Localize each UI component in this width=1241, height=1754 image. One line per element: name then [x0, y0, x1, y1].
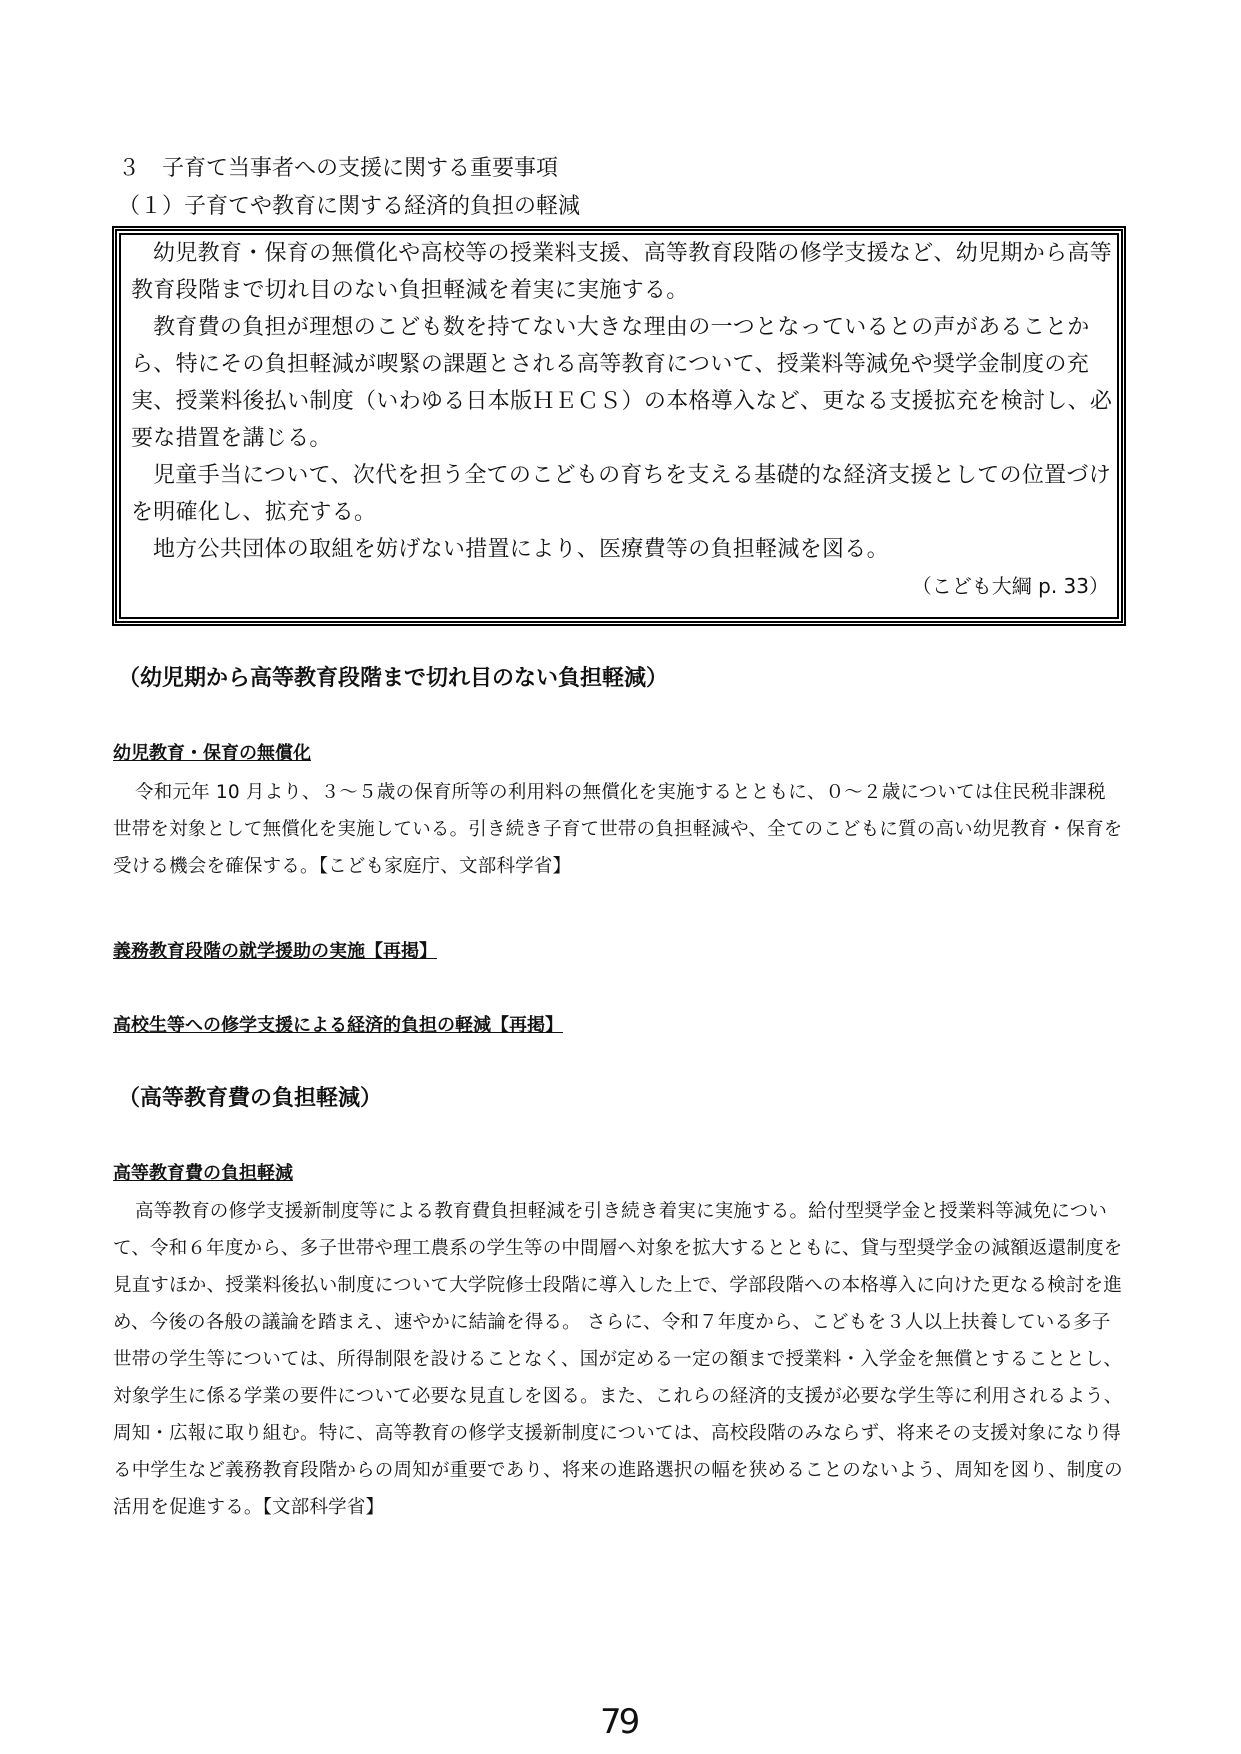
box-paragraph: 児童手当について、次代を担う全てのこどもの育ちを支える基礎的な経済支援としての位置づけを明確化し、拡充する。	[131, 463, 1112, 525]
item-heading: 高等教育費の負担軽減	[113, 1163, 293, 1184]
box-paragraph: 地方公共団体の取組を妨げない措置により、医療費等の負担軽減を図る。	[153, 537, 889, 562]
item-heading: 高校生等への修学支援による経済的負担の軽減【再掲】	[113, 1015, 563, 1036]
group-heading: （幼児期から高等教育段階まで切れ目のない負担軽減）	[118, 666, 669, 691]
item-heading: 幼児教育・保育の無償化	[113, 743, 311, 764]
box-paragraph: 幼児教育・保育の無償化や高校等の授業料支援、高等教育段階の修学支援など、幼児期から高等教育段階まで切れ目のない負担軽減を着実に実施する。	[131, 241, 1112, 303]
section-title: ３ 子育て当事者への支援に関する重要事項	[118, 156, 559, 181]
item-body: 令和元年 10 月より、３～５歳の保育所等の利用料の無償化を実施するとともに、０～２歳については住民税非課税世帯を対象として無償化を実施している。引き続き子育て世帯の負担軽減や、全てのこどもに質の高い幼児教育・保育を受ける機会を確保する。【こども家庭庁、文部科学省】	[113, 782, 1123, 877]
item-heading: 義務教育段階の就学援助の実施【再掲】	[113, 941, 437, 962]
subsection-title: （１）子育てや教育に関する経済的負担の軽減	[118, 194, 581, 219]
outline-quote-box	[112, 226, 1126, 626]
box-paragraph: 教育費の負担が理想のこども数を持てない大きな理由の一つとなっているとの声があることから、特にその負担軽減が喫緊の課題とされる高等教育について、授業料等減免や奨学金制度の充実、授業料後払い制度（いわゆる日本版ＨＥＣＳ）の本格導入など、更なる支援拡充を検討し、必要な措置を講じる。	[131, 315, 1113, 451]
page-number: 79	[600, 1702, 638, 1742]
group-heading: （高等教育費の負担軽減）	[118, 1086, 383, 1111]
item-body: 高等教育の修学支援新制度等による教育費負担軽減を引き続き着実に実施する。給付型奨学金と授業料等減免について、令和６年度から、多子世帯や理工農系の学生等の中間層へ対象を拡大するとともに、貸与型奨学金の減額返還制度を見直すほか、授業料後払い制度について大学院修士段階に導入した上で、学部段階への本格導入に向けた更なる検討を進め、今後の各般の議論を踏まえ、速やかに結論を得る。 さらに、令和７年度から、こどもを３人以上扶養している多子世帯の学生等については、所得制限を設けることなく、国が定める一定の額まで授業料・入学金を無償とすることとし、対象学生に係る学業の要件について必要な見直しを図る。また、これらの経済的支援が必要な学生等に利用されるよう、周知・広報に取り組む。特に、高等教育の修学支援新制度については、高校段階のみならず、将来その支援対象になり得る中学生など義務教育段階からの周知が重要であり、将来の進路選択の幅を狭めることのないよう、周知を図り、制度の活用を促進する。【文部科学省】	[113, 1201, 1123, 1518]
box-citation: （こども大綱 p. 33）	[911, 574, 1109, 598]
